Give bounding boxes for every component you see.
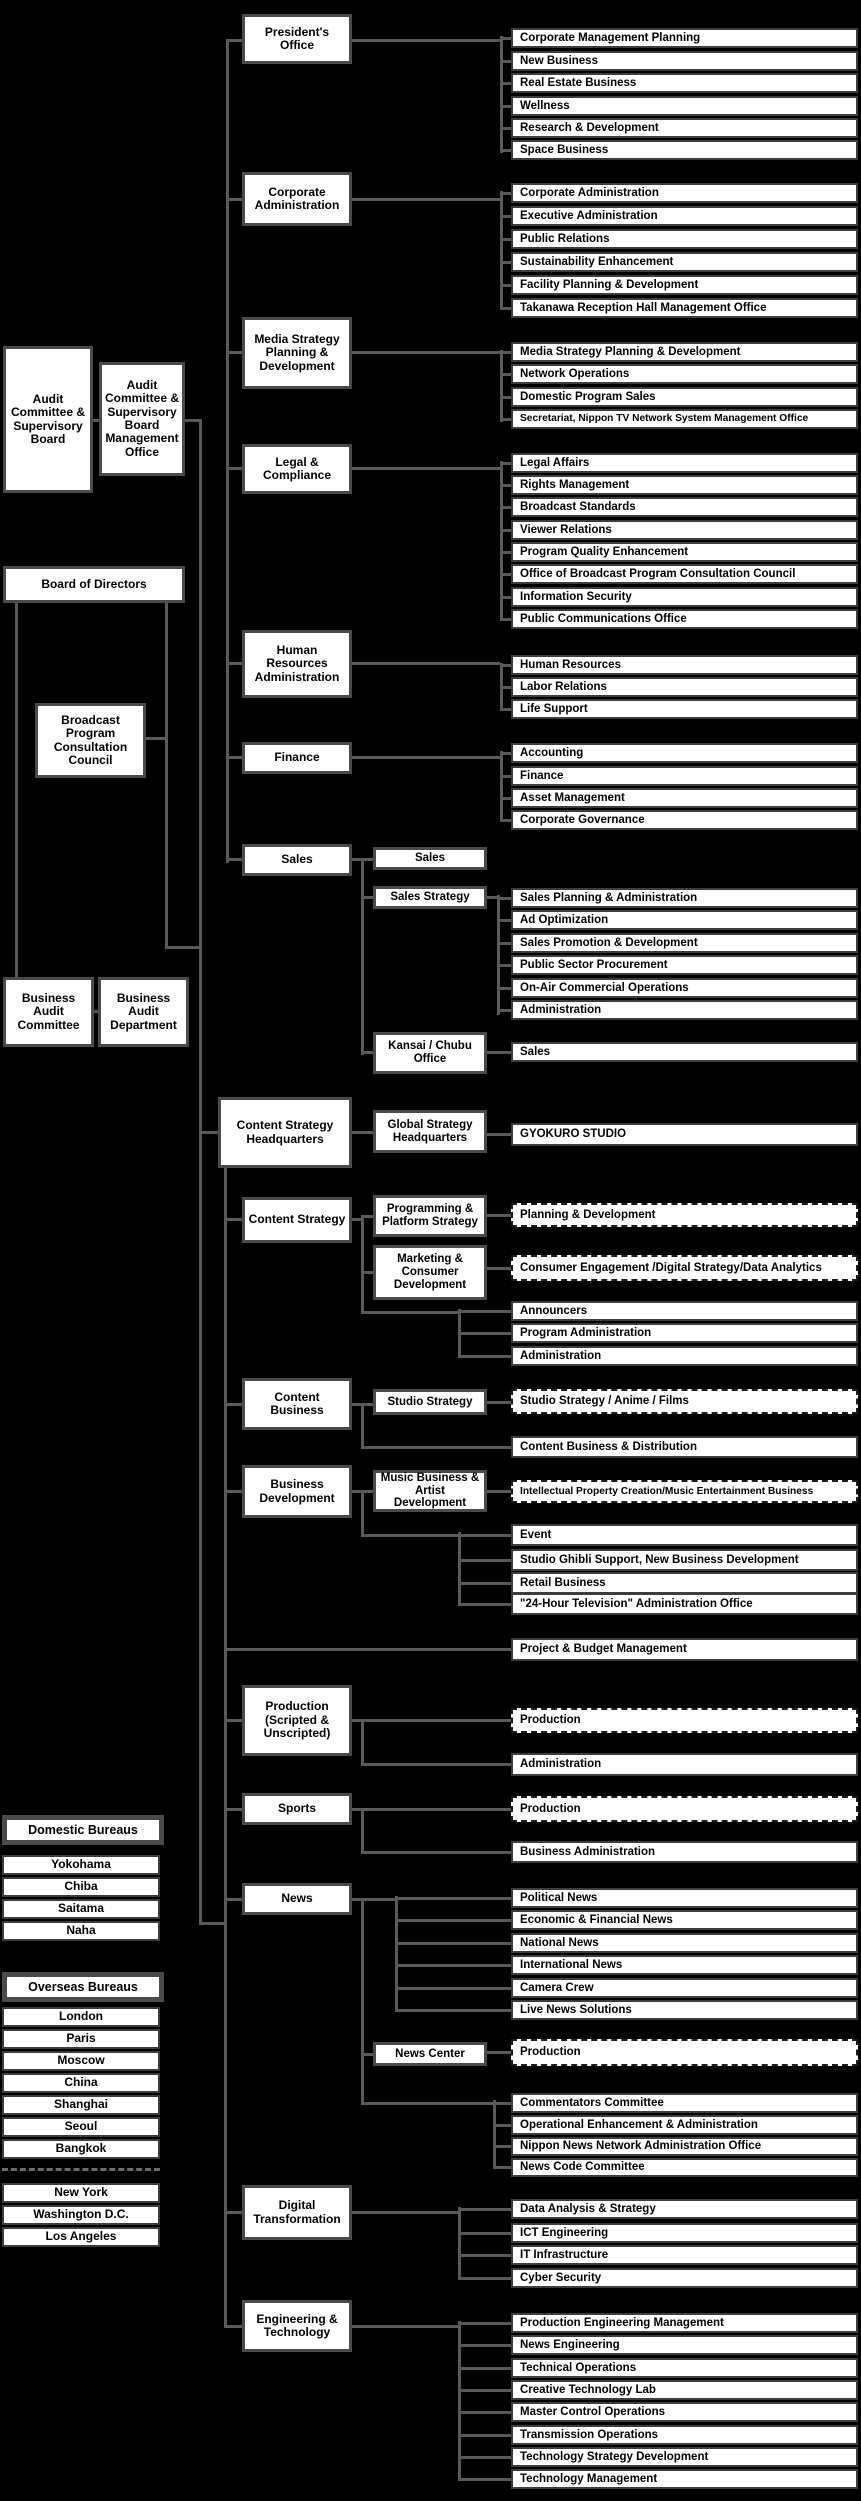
connector-line xyxy=(224,1719,242,1722)
connector-line xyxy=(500,215,511,218)
connector-line xyxy=(165,603,168,949)
board-of-directors: Board of Directors xyxy=(3,566,185,603)
connector-line xyxy=(497,942,511,945)
connector-line xyxy=(227,858,242,861)
connector-line xyxy=(199,1922,227,1925)
connector-line xyxy=(165,946,202,949)
connector-line xyxy=(497,964,511,967)
connector-line xyxy=(500,751,503,822)
content-business-distribution: Content Business & Distribution xyxy=(511,1436,858,1458)
media-strategy-planning-development: Media Strategy Planning & Development xyxy=(511,342,858,362)
connector-line xyxy=(500,686,511,689)
connector-line xyxy=(146,737,167,740)
connector-line xyxy=(458,2411,511,2414)
connector-line xyxy=(497,897,511,900)
connector-line xyxy=(224,1490,242,1493)
connector-line xyxy=(361,1763,511,1766)
it-infrastructure: IT Infrastructure xyxy=(511,2245,858,2265)
connector-line xyxy=(500,37,511,40)
consumer-engagement: Consumer Engagement /Digital Strategy/Data Analytics xyxy=(511,1255,858,1281)
connector-line xyxy=(493,2124,511,2127)
facility-planning-development: Facility Planning & Development xyxy=(511,275,858,295)
connector-line xyxy=(224,1168,227,2328)
connector-line xyxy=(500,573,511,576)
news-code-committee: News Code Committee xyxy=(511,2158,858,2177)
connector-line xyxy=(500,192,511,195)
wellness: Wellness xyxy=(511,96,858,116)
connector-line xyxy=(361,1808,364,1853)
connector-line xyxy=(352,2325,458,2328)
viewer-relations: Viewer Relations xyxy=(511,520,858,540)
project-budget-management: Project & Budget Management xyxy=(511,1638,858,1661)
legal-compliance-division: Legal & Compliance xyxy=(242,444,352,494)
human-resources: Human Resources xyxy=(511,655,858,675)
connector-line xyxy=(361,1446,511,1449)
connector-line xyxy=(458,2208,511,2211)
bureau-naha: Naha xyxy=(2,1921,160,1941)
connector-line xyxy=(352,2211,458,2214)
corporate-governance: Corporate Governance xyxy=(511,810,858,830)
domestic-bureaus-header: Domestic Bureaus xyxy=(2,1815,164,1845)
production-division: Production (Scripted & Unscripted) xyxy=(242,1685,352,1756)
content-strategy-administration: Administration xyxy=(511,1346,858,1366)
connector-line xyxy=(361,1534,458,1537)
transmission-operations: Transmission Operations xyxy=(511,2425,858,2445)
news-engineering: News Engineering xyxy=(511,2335,858,2355)
connector-line xyxy=(227,467,242,470)
production-engineering-management: Production Engineering Management xyxy=(511,2313,858,2333)
sports-business-administration: Business Administration xyxy=(511,1841,858,1863)
connector-line xyxy=(361,896,373,899)
connector-line xyxy=(395,1964,511,1967)
connector-line xyxy=(458,1559,511,1562)
connector-line xyxy=(458,1355,511,1358)
connector-line xyxy=(458,2254,511,2257)
sales-promotion-development: Sales Promotion & Development xyxy=(511,933,858,953)
connector-line xyxy=(500,261,511,264)
connector-line xyxy=(493,2145,511,2148)
connector-line xyxy=(458,2478,511,2481)
real-estate-business: Real Estate Business xyxy=(511,73,858,93)
sustainability-enhancement: Sustainability Enhancement xyxy=(511,252,858,272)
connector-line xyxy=(458,1532,461,1606)
national-news: National News xyxy=(511,1933,858,1953)
connector-line xyxy=(352,39,500,42)
connector-line xyxy=(352,662,500,665)
connector-line xyxy=(361,1051,373,1054)
connector-line xyxy=(493,2100,496,2169)
commentators-committee: Commentators Committee xyxy=(511,2093,858,2113)
media-strategy-division: Media Strategy Planning & Development xyxy=(242,317,352,389)
connector-line xyxy=(458,2232,511,2235)
live-news-solutions: Live News Solutions xyxy=(511,2000,858,2020)
studio-strategy: Studio Strategy xyxy=(373,1389,487,1415)
connector-line xyxy=(497,919,511,922)
connector-line xyxy=(224,1403,242,1406)
content-business-division: Content Business xyxy=(242,1378,352,1430)
information-security: Information Security xyxy=(511,587,858,607)
connector-line xyxy=(227,39,242,42)
connector-line xyxy=(199,419,202,1925)
connector-line xyxy=(500,529,511,532)
connector-line xyxy=(458,1332,511,1335)
connector-line xyxy=(458,2277,511,2280)
connector-line xyxy=(15,603,18,977)
sports-division: Sports xyxy=(242,1793,352,1825)
connector-line xyxy=(500,752,511,755)
connector-line xyxy=(395,2009,511,2012)
announcers: Announcers xyxy=(511,1301,858,1321)
political-news: Political News xyxy=(511,1888,858,1908)
rights-management: Rights Management xyxy=(511,475,858,495)
connector-line xyxy=(500,307,511,310)
content-strategy-division: Content Strategy xyxy=(242,1197,352,1243)
connector-line xyxy=(352,1898,395,1901)
connector-line xyxy=(500,82,511,85)
creative-technology-lab: Creative Technology Lab xyxy=(511,2380,858,2400)
gyokuro-studio: GYOKURO STUDIO xyxy=(511,1123,858,1146)
digital-transformation-division: Digital Transformation xyxy=(242,2185,352,2240)
connector-line xyxy=(361,1215,373,1218)
connector-line xyxy=(361,1215,364,1314)
connector-line xyxy=(487,1490,511,1493)
connector-line xyxy=(497,895,500,1015)
retail-business: Retail Business xyxy=(511,1572,858,1594)
kansai-chubu-office: Kansai / Chubu Office xyxy=(373,1032,487,1074)
bureau-yokohama: Yokohama xyxy=(2,1855,160,1875)
connector-line xyxy=(500,551,511,554)
life-support: Life Support xyxy=(511,699,858,719)
connector-line xyxy=(500,149,511,152)
sales-planning-administration: Sales Planning & Administration xyxy=(511,888,858,908)
connector-line xyxy=(395,1919,511,1922)
public-communications-office: Public Communications Office xyxy=(511,609,858,629)
connector-line xyxy=(487,2051,511,2054)
connector-line xyxy=(224,1218,242,1221)
connector-line xyxy=(500,191,503,310)
connector-line xyxy=(352,1719,511,1722)
connector-line xyxy=(497,987,511,990)
technical-operations: Technical Operations xyxy=(511,2358,858,2378)
connector-line xyxy=(458,2322,511,2325)
connector-line xyxy=(487,896,497,899)
presidents-office: President's Office xyxy=(242,14,352,64)
human-resources-administration-division: Human Resources Administration xyxy=(242,630,352,698)
studio-ghibli-support: Studio Ghibli Support, New Business Development xyxy=(511,1549,858,1571)
sales-strategy-administration: Administration xyxy=(511,1000,858,1020)
broadcast-program-consultation-council: Broadcast Program Consultation Council xyxy=(35,703,146,778)
connector-line xyxy=(500,506,511,509)
connector-line xyxy=(185,419,199,422)
connector-line xyxy=(487,1267,511,1270)
connector-line xyxy=(458,1534,511,1537)
secretariat-nippon-tv-network: Secretariat, Nippon TV Network System Management Office xyxy=(511,409,858,429)
connector-line xyxy=(500,618,511,621)
connector-line xyxy=(497,1009,511,1012)
bureau-bangkok: Bangkok xyxy=(2,2139,160,2159)
programming-platform-strategy: Programming & Platform Strategy xyxy=(373,1195,487,1237)
ad-optimization: Ad Optimization xyxy=(511,910,858,930)
connector-line xyxy=(227,756,242,759)
connector-line xyxy=(458,2207,461,2280)
connector-line xyxy=(361,1311,458,1314)
content-strategy-headquarters: Content Strategy Headquarters xyxy=(218,1097,352,1168)
connector-line xyxy=(500,819,511,822)
sales-strategy: Sales Strategy xyxy=(373,886,487,909)
connector-line xyxy=(500,373,511,376)
studio-strategy-anime-films: Studio Strategy / Anime / Films xyxy=(511,1389,858,1414)
connector-line xyxy=(458,2434,511,2437)
asset-management: Asset Management xyxy=(511,788,858,808)
event: Event xyxy=(511,1524,858,1546)
connector-line xyxy=(500,127,511,130)
engineering-technology-division: Engineering & Technology xyxy=(242,2300,352,2352)
connector-line xyxy=(224,2325,242,2328)
program-administration: Program Administration xyxy=(511,1323,858,1343)
bureau-saitama: Saitama xyxy=(2,1899,160,1919)
takanawa-reception-hall: Takanawa Reception Hall Management Office xyxy=(511,298,858,318)
connector-line xyxy=(361,2053,373,2056)
sports-production: Production xyxy=(511,1796,858,1822)
connector-line xyxy=(500,708,511,711)
bureau-london: London xyxy=(2,2007,160,2027)
economic-financial-news: Economic & Financial News xyxy=(511,1910,858,1930)
connector-line xyxy=(361,2102,493,2105)
technology-management: Technology Management xyxy=(511,2469,858,2489)
connector-line xyxy=(500,396,511,399)
connector-line xyxy=(458,1310,511,1313)
connector-line xyxy=(224,1898,242,1901)
connector-line xyxy=(361,1851,511,1854)
connector-line xyxy=(458,2389,511,2392)
connector-line xyxy=(352,198,500,201)
connector-line xyxy=(500,664,511,667)
connector-line xyxy=(487,1401,511,1404)
sales-sub: Sales xyxy=(373,847,487,870)
connector-line xyxy=(487,1051,511,1054)
connector-line xyxy=(500,350,503,422)
bureau-new-york: New York xyxy=(2,2183,160,2203)
connector-line xyxy=(361,1898,364,2105)
public-relations: Public Relations xyxy=(511,229,858,249)
broadcast-standards: Broadcast Standards xyxy=(511,497,858,517)
connector-line xyxy=(361,858,364,1055)
connector-line xyxy=(500,60,511,63)
connector-line xyxy=(500,484,511,487)
bureau-moscow: Moscow xyxy=(2,2051,160,2071)
connector-line xyxy=(458,2367,511,2370)
overseas-bureaus-header: Overseas Bureaus xyxy=(2,1972,164,2002)
production-production: Production xyxy=(511,1708,858,1733)
news-center-production: Production xyxy=(511,2039,858,2066)
public-sector-procurement: Public Sector Procurement xyxy=(511,955,858,975)
music-business-artist-development: Music Business & Artist Development xyxy=(373,1470,487,1512)
connector-line xyxy=(500,462,511,465)
space-business: Space Business xyxy=(511,140,858,160)
corporate-administration-division: Corporate Administration xyxy=(242,172,352,226)
finance-division: Finance xyxy=(242,742,352,774)
intellectual-property-creation: Intellectual Property Creation/Music Entertainment Business xyxy=(511,1480,858,1503)
connector-line xyxy=(500,36,503,153)
new-business: New Business xyxy=(511,51,858,71)
connector-line xyxy=(493,2102,511,2105)
connector-line xyxy=(224,2211,242,2214)
connector-line xyxy=(458,1582,511,1585)
bureau-paris: Paris xyxy=(2,2029,160,2049)
connector-line xyxy=(361,1403,364,1448)
legal-affairs: Legal Affairs xyxy=(511,453,858,473)
news-center: News Center xyxy=(373,2042,487,2066)
business-development-division: Business Development xyxy=(242,1465,352,1518)
connector-line xyxy=(227,351,242,354)
nippon-news-network-office: Nippon News Network Administration Office xyxy=(511,2137,858,2156)
production-administration: Administration xyxy=(511,1753,858,1776)
business-audit-committee: Business Audit Committee xyxy=(3,977,94,1047)
master-control-operations: Master Control Operations xyxy=(511,2402,858,2422)
connector-line xyxy=(487,1133,511,1136)
technology-strategy-development: Technology Strategy Development xyxy=(511,2447,858,2467)
kansai-sales: Sales xyxy=(511,1042,858,1062)
connector-line xyxy=(500,418,511,421)
program-quality-enhancement: Program Quality Enhancement xyxy=(511,542,858,562)
accounting: Accounting xyxy=(511,743,858,763)
audit-committee-supervisory-board-management-office: Audit Committee & Supervisory Board Management Office xyxy=(99,362,185,476)
labor-relations: Labor Relations xyxy=(511,677,858,697)
connector-line xyxy=(352,467,500,470)
bureau-washington: Washington D.C. xyxy=(2,2205,160,2225)
executive-administration: Executive Administration xyxy=(511,206,858,226)
connector-line xyxy=(500,105,511,108)
ict-engineering: ICT Engineering xyxy=(511,2223,858,2243)
connector-line xyxy=(352,351,500,354)
international-news: International News xyxy=(511,1955,858,1975)
connector-line xyxy=(227,662,242,665)
bureau-shanghai: Shanghai xyxy=(2,2095,160,2115)
planning-development: Planning & Development xyxy=(511,1203,858,1227)
office-broadcast-program-consultation: Office of Broadcast Program Consultation Council xyxy=(511,564,858,584)
connector-line xyxy=(500,775,511,778)
network-operations: Network Operations xyxy=(511,364,858,384)
bureau-china: China xyxy=(2,2073,160,2093)
connector-line xyxy=(352,1131,373,1134)
connector-line xyxy=(395,1896,398,2012)
corporate-management-planning: Corporate Management Planning xyxy=(511,28,858,48)
on-air-commercial-operations: On-Air Commercial Operations xyxy=(511,978,858,998)
connector-line xyxy=(500,284,511,287)
connector-line xyxy=(361,1719,364,1765)
connector-line xyxy=(395,1942,511,1945)
connector-line xyxy=(458,2456,511,2459)
marketing-consumer-development: Marketing & Consumer Development xyxy=(373,1245,487,1300)
cyber-security: Cyber Security xyxy=(511,2268,858,2288)
business-audit-department: Business Audit Department xyxy=(98,977,189,1047)
connector-line xyxy=(226,39,229,863)
bureau-seoul: Seoul xyxy=(2,2117,160,2137)
connector-line xyxy=(361,1271,373,1274)
data-analysis-strategy: Data Analysis & Strategy xyxy=(511,2199,858,2219)
connector-line xyxy=(395,1897,511,1900)
connector-line xyxy=(224,1648,511,1651)
connector-line xyxy=(500,596,511,599)
news-division: News xyxy=(242,1883,352,1915)
connector-line xyxy=(500,238,511,241)
connector-line xyxy=(352,1808,511,1811)
bureau-chiba: Chiba xyxy=(2,1877,160,1897)
connector-line xyxy=(361,1490,364,1537)
connector-line xyxy=(458,2344,511,2347)
24-hour-television-office: "24-Hour Television" Administration Office xyxy=(511,1593,858,1615)
bureau-los-angeles: Los Angeles xyxy=(2,2227,160,2247)
connector-line xyxy=(500,351,511,354)
connector-line xyxy=(487,1214,511,1217)
global-strategy-headquarters: Global Strategy Headquarters xyxy=(373,1110,487,1153)
finance: Finance xyxy=(511,766,858,786)
domestic-program-sales: Domestic Program Sales xyxy=(511,387,858,407)
operational-enhancement: Operational Enhancement & Administration xyxy=(511,2115,858,2135)
connector-line xyxy=(500,797,511,800)
research-development: Research & Development xyxy=(511,118,858,138)
corporate-administration: Corporate Administration xyxy=(511,183,858,203)
sales-division: Sales xyxy=(242,844,352,876)
connector-line xyxy=(227,198,242,201)
connector-line xyxy=(493,2166,511,2169)
camera-crew: Camera Crew xyxy=(511,1978,858,1998)
connector-line xyxy=(224,1808,242,1811)
connector-line xyxy=(458,1603,511,1606)
connector-line xyxy=(352,756,500,759)
connector-line xyxy=(395,1987,511,1990)
connector-line xyxy=(2,2168,160,2171)
audit-committee-supervisory-board: Audit Committee & Supervisory Board xyxy=(3,346,93,493)
